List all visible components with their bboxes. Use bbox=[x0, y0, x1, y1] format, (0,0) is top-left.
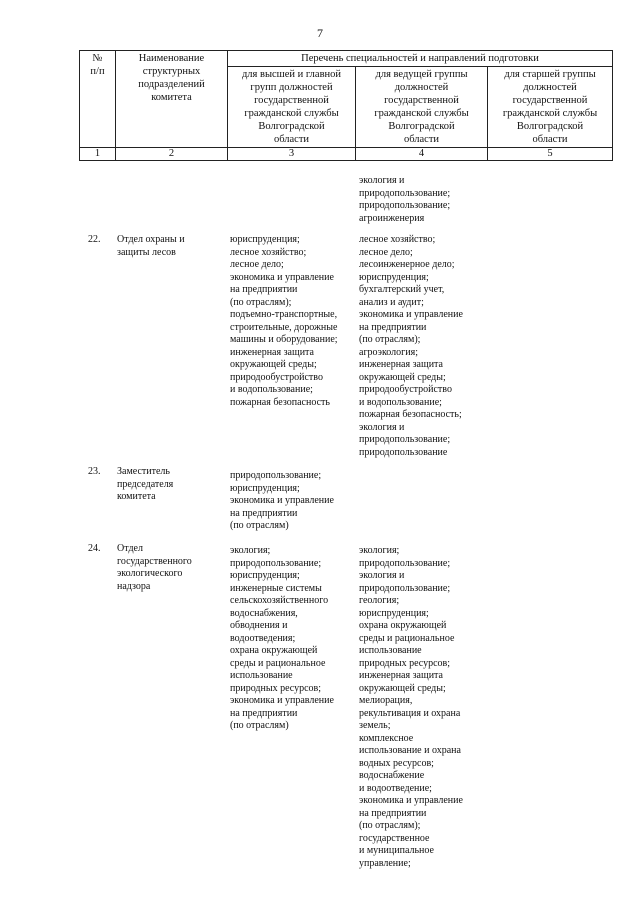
continuation-col4: экология и природопользование; природопользование; агроинженерия bbox=[359, 175, 451, 224]
row-23-number: 23. bbox=[88, 466, 101, 477]
row-24-number: 24. bbox=[88, 543, 101, 554]
row-24-unit: Отдел государственного экологического надзора bbox=[117, 543, 192, 592]
col-number-2: 2 bbox=[116, 148, 228, 161]
col-number-1: 1 bbox=[80, 148, 116, 161]
header-col5: для старшей группы должностей государственной гражданской службы Волгоградской области bbox=[488, 67, 613, 148]
header-col4: для ведущей группы должностей государственной гражданской службы Волгоградской области bbox=[356, 67, 488, 148]
col-number-5: 5 bbox=[488, 148, 613, 161]
header-num: № п/п bbox=[80, 51, 116, 148]
col-number-3: 3 bbox=[228, 148, 356, 161]
row-24-col3: экология; природопользование; юриспруденция; инженерные системы сельскохозяйственного водоснабжения, обводнения и водоотведения; охрана окружающей среды и рациональное использование природных ресурсов; экономика и управление на предприятии (по отраслям) bbox=[230, 545, 334, 731]
header-list: Перечень специальностей и направлений подготовки bbox=[228, 51, 613, 67]
row-23-col3: природопользование; юриспруденция; экономика и управление на предприятии (по отраслям) bbox=[230, 470, 334, 531]
row-22-col4: лесное хозяйство; лесное дело; лесоинженерное дело; юриспруденция; бухгалтерский учет, анализ и аудит; экономика и управление на предприятии (по отраслям); агроэкология; инженерная защита окружающей среды; природообустройство и водопользование; пожарная безопасность; экология и природопользование; природопользование bbox=[359, 234, 463, 458]
row-23-unit: Заместитель председателя комитета bbox=[117, 466, 174, 502]
table-header bbox=[79, 50, 613, 161]
header-col3: для высшей и главной групп должностей государственной гражданской службы Волгоградской области bbox=[228, 67, 356, 148]
col-number-4: 4 bbox=[356, 148, 488, 161]
row-22-col3: юриспруденция; лесное хозяйство; лесное дело; экономика и управление на предприятии (по отраслям); подъемно-транспортные, строительные, дорожные машины и оборудование; инженерная защита окружающей среды; природообустройство и водопользование; пожарная безопасность bbox=[230, 234, 338, 408]
page-number: 7 bbox=[317, 26, 323, 40]
row-22-number: 22. bbox=[88, 234, 101, 245]
row-22-unit: Отдел охраны и защиты лесов bbox=[117, 234, 185, 258]
row-24-col4: экология; природопользование; экология и природопользование; геология; юриспруденция; охрана окружающей среды и рациональное использование природных ресурсов; инженерная защита окружающей среды; мелиорация, рекультивация и охрана земель; комплексное использование и охрана водных ресурсов; водоснабжение и водоотведение; экономика и управление на предприятии (по отраслям); государственное и муниципальное управление; bbox=[359, 545, 463, 869]
header-units: Наименование структурных подразделений комитета bbox=[116, 51, 228, 148]
